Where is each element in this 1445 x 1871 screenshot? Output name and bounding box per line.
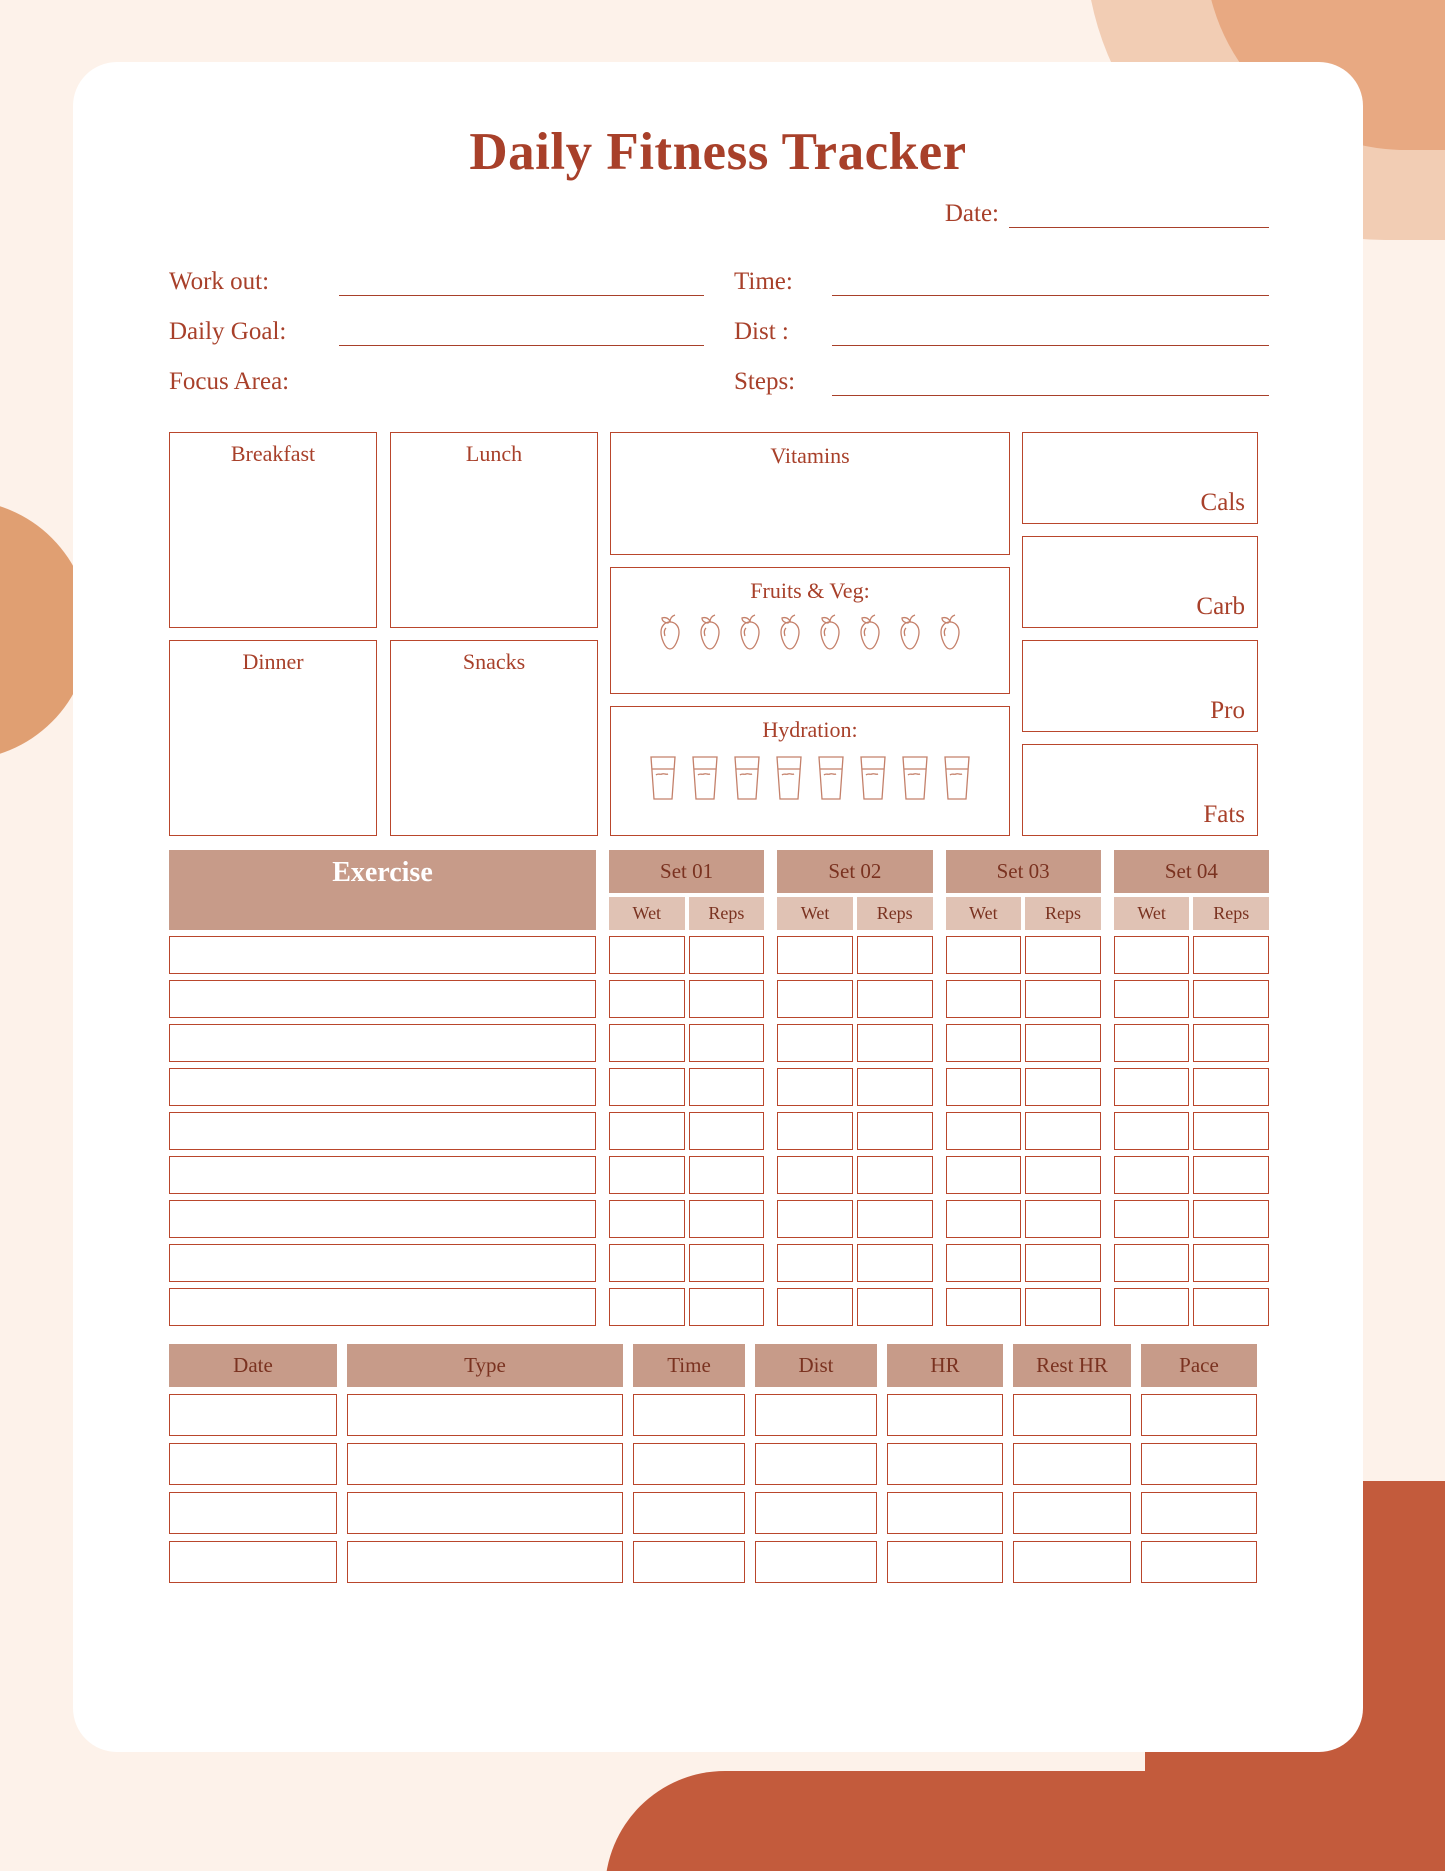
exercise-weight-input[interactable] [1114,1068,1190,1106]
exercise-weight-input[interactable] [946,1244,1022,1282]
set-label-3: Set 03 [946,850,1101,893]
exercise-set-cells [609,980,764,1018]
fruits-veg-box [610,567,1010,694]
exercise-set-cells [609,1288,764,1326]
exercise-reps-input[interactable] [1025,1200,1101,1238]
cardio-dist-input[interactable] [755,1394,877,1436]
exercise-reps-input[interactable] [1193,1288,1269,1326]
exercise-weight-input[interactable] [777,1156,853,1194]
exercise-weight-input[interactable] [777,1068,853,1106]
exercise-set-cells [609,1112,764,1150]
exercise-weight-input[interactable] [609,936,685,974]
meal-label-breakfast: Breakfast [230,441,316,466]
hydration-label: Hydration: [762,717,858,742]
exercise-row [169,936,1269,974]
exercise-name-input[interactable] [169,980,596,1018]
water-glass-icon[interactable] [645,751,681,808]
exercise-header-label: Exercise [169,850,596,930]
cardio-date-input[interactable] [169,1492,337,1534]
cardio-header-pace: Pace [1141,1344,1257,1387]
exercise-reps-input[interactable] [857,936,933,974]
cardio-hr-input[interactable] [887,1492,1003,1534]
macro-box-pro[interactable]: Pro [1022,640,1258,732]
cardio-rest-hr-input[interactable] [1013,1492,1131,1534]
water-glass-icon[interactable] [687,751,723,808]
summary-fields [121,268,1315,418]
date-field [121,200,1315,228]
apple-icon[interactable] [813,612,847,657]
exercise-weight-input[interactable] [1114,936,1190,974]
exercise-set-cells [609,1156,764,1194]
exercise-reps-input[interactable] [1193,1068,1269,1106]
exercise-reps-input[interactable] [857,980,933,1018]
exercise-set-cells [777,980,932,1018]
set-label-1: Set 01 [609,850,764,893]
cardio-row [169,1394,1269,1436]
apple-icon[interactable] [773,612,807,657]
exercise-weight-input[interactable] [1114,1288,1190,1326]
cardio-rest-hr-input[interactable] [1013,1443,1131,1485]
cardio-header-rest-hr: Rest HR [1013,1344,1131,1387]
exercise-weight-input[interactable] [1114,1244,1190,1282]
set-label-4: Set 04 [1114,850,1269,893]
field-steps-input[interactable] [832,373,1269,396]
field-focus-area-label: Focus Area: [169,368,290,395]
set-4-col-wet: Wet [1114,897,1190,930]
exercise-reps-input[interactable] [1193,1156,1269,1194]
vitamins-box[interactable] [610,432,1010,555]
exercise-set-cells [946,1288,1101,1326]
fruit-icon-row [611,612,1009,657]
exercise-reps-input[interactable] [1193,1200,1269,1238]
field-time-input[interactable] [832,273,1269,296]
exercise-weight-input[interactable] [1114,1112,1190,1150]
exercise-reps-input[interactable] [1025,1244,1101,1282]
exercise-weight-input[interactable] [777,1288,853,1326]
exercise-row [169,1112,1269,1150]
exercise-set-cells [946,1200,1101,1238]
exercise-row [169,1244,1269,1282]
exercise-reps-input[interactable] [689,936,765,974]
exercise-weight-input[interactable] [946,1024,1022,1062]
exercise-set-cells [1114,1244,1269,1282]
exercise-set-cells [609,1024,764,1062]
apple-icon[interactable] [733,612,767,657]
exercise-reps-input[interactable] [1193,1112,1269,1150]
fruits-veg-label: Fruits & Veg: [750,578,870,603]
exercise-row [169,1288,1269,1326]
exercise-reps-input[interactable] [1025,1068,1101,1106]
cardio-date-input[interactable] [169,1443,337,1485]
cardio-time-input[interactable] [633,1541,745,1583]
exercise-reps-input[interactable] [1025,936,1101,974]
cardio-dist-input[interactable] [755,1492,877,1534]
set-group-2 [777,850,932,930]
set-3-col-wet: Wet [946,897,1022,930]
cardio-header-type: Type [347,1344,623,1387]
exercise-set-cells [609,1244,764,1282]
exercise-reps-input[interactable] [857,1200,933,1238]
exercise-weight-input[interactable] [609,980,685,1018]
exercise-set-cells [1114,1288,1269,1326]
exercise-weight-input[interactable] [777,1112,853,1150]
field-dist-label: Dist : [734,318,789,345]
summary-fields-left [169,268,704,418]
field-daily-goal-input[interactable] [339,323,704,346]
exercise-weight-input[interactable] [609,1244,685,1282]
cardio-date-input[interactable] [169,1541,337,1583]
cardio-row [169,1443,1269,1485]
meals-grid [169,432,598,836]
water-glass-icon[interactable] [729,751,765,808]
cardio-header-hr: HR [887,1344,1003,1387]
page-title: Daily Fitness Tracker [469,123,967,181]
exercise-weight-input[interactable] [609,1024,685,1062]
exercise-weight-input[interactable] [609,1156,685,1194]
exercise-set-cells [777,1156,932,1194]
exercise-weight-input[interactable] [777,1200,853,1238]
summary-fields-right [734,268,1269,418]
exercise-reps-input[interactable] [689,1200,765,1238]
exercise-weight-input[interactable] [946,1200,1022,1238]
exercise-row [169,1024,1269,1062]
exercise-reps-input[interactable] [689,1024,765,1062]
exercise-set-cells [777,1244,932,1282]
exercise-row [169,1068,1269,1106]
meal-label-dinner: Dinner [242,649,304,674]
field-steps-label: Steps: [734,368,796,395]
set-2-col-reps: Reps [857,897,933,930]
exercise-weight-input[interactable] [946,1068,1022,1106]
exercise-weight-input[interactable] [1114,1200,1190,1238]
exercise-weight-input[interactable] [946,1112,1022,1150]
exercise-name-input[interactable] [169,1112,596,1150]
exercise-set-cells [1114,1156,1269,1194]
set-group-1 [609,850,764,930]
nutrition-section [121,432,1315,836]
field-steps [734,368,1269,396]
exercise-set-cells [1114,1200,1269,1238]
apple-icon[interactable] [693,612,727,657]
apple-icon[interactable] [853,612,887,657]
exercise-name-input[interactable] [169,936,596,974]
vitamins-label: Vitamins [770,443,850,468]
exercise-reps-input[interactable] [857,1112,933,1150]
exercise-weight-input[interactable] [777,936,853,974]
field-dist [734,318,1269,346]
exercise-weight-input[interactable] [1114,1156,1190,1194]
set-1-col-wet: Wet [609,897,685,930]
exercise-set-cells [946,1156,1101,1194]
field-focus-area-input[interactable] [339,374,704,396]
exercise-set-cells [1114,1024,1269,1062]
exercise-reps-input[interactable] [689,1288,765,1326]
exercise-reps-input[interactable] [857,1156,933,1194]
field-dist-input[interactable] [832,323,1269,346]
meal-box-dinner[interactable] [169,640,377,836]
exercise-row [169,1156,1269,1194]
cardio-date-input[interactable] [169,1394,337,1436]
exercise-set-cells [1114,1112,1269,1150]
exercise-reps-input[interactable] [689,1068,765,1106]
cardio-row [169,1541,1269,1583]
cardio-hr-input[interactable] [887,1394,1003,1436]
exercise-weight-input[interactable] [946,980,1022,1018]
exercise-name-input[interactable] [169,1024,596,1062]
exercise-row [169,1200,1269,1238]
exercise-name-input[interactable] [169,1068,596,1106]
cardio-time-input[interactable] [633,1394,745,1436]
exercise-weight-input[interactable] [609,1200,685,1238]
cardio-table-body [169,1394,1269,1583]
exercise-set-cells [777,1024,932,1062]
field-workout [169,268,704,296]
exercise-set-cells [777,1200,932,1238]
cardio-hr-input[interactable] [887,1443,1003,1485]
exercise-weight-input[interactable] [946,1156,1022,1194]
water-glass-row [611,751,1009,808]
water-glass-icon[interactable] [813,751,849,808]
exercise-weight-input[interactable] [609,1068,685,1106]
cardio-time-input[interactable] [633,1492,745,1534]
exercise-name-input[interactable] [169,1244,596,1282]
exercise-set-cells [609,936,764,974]
exercise-reps-input[interactable] [1193,936,1269,974]
exercise-table-header [169,850,1269,930]
exercise-reps-input[interactable] [689,1112,765,1150]
set-group-4 [1114,850,1269,930]
exercise-set-cells [777,1068,932,1106]
cardio-pace-input[interactable] [1141,1394,1257,1436]
field-daily-goal [169,318,704,346]
exercise-set-cells [946,1024,1101,1062]
meal-label-lunch: Lunch [465,441,523,466]
cardio-type-input[interactable] [347,1492,623,1534]
exercise-weight-input[interactable] [1114,1024,1190,1062]
cardio-table-header [169,1344,1269,1387]
exercise-weight-input[interactable] [946,936,1022,974]
macro-box-fats[interactable]: Fats [1022,744,1258,836]
exercise-reps-input[interactable] [1025,1024,1101,1062]
cardio-header-date: Date [169,1344,337,1387]
exercise-set-cells [1114,1068,1269,1106]
cardio-table [121,1344,1315,1583]
exercise-reps-input[interactable] [857,1068,933,1106]
field-time [734,268,1269,296]
cardio-pace-input[interactable] [1141,1492,1257,1534]
exercise-weight-input[interactable] [609,1288,685,1326]
exercise-set-cells [946,1112,1101,1150]
hydration-box [610,706,1010,836]
cardio-row [169,1492,1269,1534]
exercise-reps-input[interactable] [1025,980,1101,1018]
exercise-set-cells [946,1068,1101,1106]
cardio-pace-input[interactable] [1141,1443,1257,1485]
exercise-reps-input[interactable] [1193,1244,1269,1282]
exercise-weight-input[interactable] [777,1024,853,1062]
cardio-rest-hr-input[interactable] [1013,1394,1131,1436]
meal-box-snacks[interactable] [390,640,598,836]
set-4-col-reps: Reps [1193,897,1269,930]
exercise-row [169,980,1269,1018]
nutrition-middle-column [610,432,1010,836]
cardio-type-input[interactable] [347,1443,623,1485]
set-label-2: Set 02 [777,850,932,893]
water-glass-icon[interactable] [939,751,975,808]
exercise-set-cells [1114,936,1269,974]
macros-column [1022,432,1258,836]
cardio-hr-input[interactable] [887,1541,1003,1583]
exercise-weight-input[interactable] [777,1244,853,1282]
exercise-weight-input[interactable] [946,1288,1022,1326]
exercise-weight-input[interactable] [609,1112,685,1150]
field-daily-goal-label: Daily Goal: [169,318,287,345]
set-2-col-wet: Wet [777,897,853,930]
field-workout-label: Work out: [169,268,270,295]
set-3-col-reps: Reps [1025,897,1101,930]
exercise-set-cells [609,1068,764,1106]
water-glass-icon[interactable] [897,751,933,808]
water-glass-icon[interactable] [771,751,807,808]
field-focus-area [169,368,704,396]
exercise-weight-input[interactable] [1114,980,1190,1018]
meal-box-lunch[interactable] [390,432,598,628]
date-label: Date: [944,200,999,227]
exercise-set-cells [1114,980,1269,1018]
water-glass-icon[interactable] [855,751,891,808]
apple-icon[interactable] [893,612,927,657]
exercise-reps-input[interactable] [1193,1024,1269,1062]
exercise-reps-input[interactable] [689,980,765,1018]
exercise-reps-input[interactable] [1193,980,1269,1018]
tracker-sheet [73,62,1363,1752]
cardio-dist-input[interactable] [755,1443,877,1485]
exercise-set-cells [777,936,932,974]
exercise-set-cells [777,1288,932,1326]
exercise-reps-input[interactable] [1025,1288,1101,1326]
exercise-reps-input[interactable] [857,1288,933,1326]
cardio-header-dist: Dist [755,1344,877,1387]
macro-box-carb[interactable]: Carb [1022,536,1258,628]
exercise-name-input[interactable] [169,1288,596,1326]
exercise-reps-input[interactable] [857,1244,933,1282]
exercise-table-body [169,936,1269,1326]
date-input[interactable] [1009,205,1269,228]
exercise-reps-input[interactable] [1025,1156,1101,1194]
set-1-col-reps: Reps [689,897,765,930]
exercise-weight-input[interactable] [777,980,853,1018]
meal-box-breakfast[interactable] [169,432,377,628]
macro-box-cals[interactable]: Cals [1022,432,1258,524]
exercise-reps-input[interactable] [689,1244,765,1282]
exercise-name-input[interactable] [169,1156,596,1194]
apple-icon[interactable] [653,612,687,657]
field-workout-input[interactable] [339,273,704,296]
exercise-set-cells [609,1200,764,1238]
set-group-3 [946,850,1101,930]
field-time-label: Time: [734,268,793,295]
cardio-header-time: Time [633,1344,745,1387]
cardio-type-input[interactable] [347,1394,623,1436]
exercise-table [121,850,1315,1326]
exercise-reps-input[interactable] [857,1024,933,1062]
exercise-reps-input[interactable] [1025,1112,1101,1150]
exercise-reps-input[interactable] [689,1156,765,1194]
cardio-dist-input[interactable] [755,1541,877,1583]
meal-label-snacks: Snacks [462,649,526,674]
cardio-pace-input[interactable] [1141,1541,1257,1583]
exercise-name-input[interactable] [169,1200,596,1238]
cardio-type-input[interactable] [347,1541,623,1583]
exercise-set-cells [946,1244,1101,1282]
cardio-rest-hr-input[interactable] [1013,1541,1131,1583]
apple-icon[interactable] [933,612,967,657]
exercise-set-cells [946,936,1101,974]
cardio-time-input[interactable] [633,1443,745,1485]
exercise-set-cells [946,980,1101,1018]
exercise-set-cells [777,1112,932,1150]
